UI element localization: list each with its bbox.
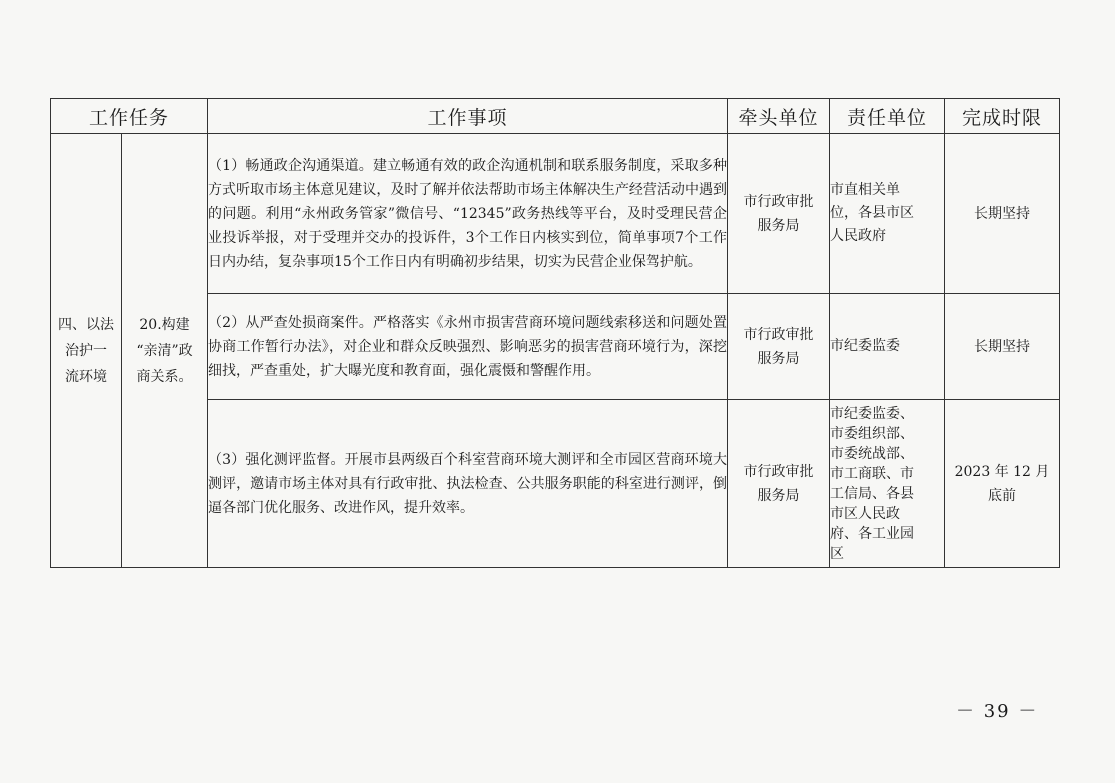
deadline-line: 2023 年 12 月 bbox=[954, 463, 1050, 480]
lead-unit-line: 市行政审批 bbox=[743, 193, 814, 210]
responsible-unit-line: 位，各县市区 bbox=[830, 205, 915, 221]
responsible-unit-cell bbox=[830, 294, 945, 400]
responsible-unit-line: 市工商联、市 bbox=[830, 465, 915, 482]
work-item-cell: （3）强化测评监督。开展市县两级百个科室营商环境大测评和全市园区营商环境大测评，邀请市场主体对具有行政审批、执法检查、公共服务职能的科室进行测评，倒逼各部门优化服务、改进作风，提升效率。 bbox=[208, 400, 728, 568]
responsible-unit-line: 人民政府 bbox=[830, 228, 887, 244]
responsible-unit-line: 市区人民政 bbox=[830, 505, 901, 522]
deadline-line: 底前 bbox=[988, 487, 1017, 504]
lead-unit-line: 服务局 bbox=[757, 350, 800, 367]
responsible-unit-line: 市委统战部、 bbox=[830, 445, 915, 462]
table-row bbox=[51, 134, 1060, 294]
lead-unit-cell bbox=[728, 400, 830, 568]
lead-unit-line: 市行政审批 bbox=[743, 463, 814, 480]
responsible-unit-line: 府、各工业园 bbox=[830, 525, 915, 542]
deadline-line: 长期坚持 bbox=[974, 205, 1031, 222]
work-task-table bbox=[50, 98, 1060, 568]
deadline-cell bbox=[945, 400, 1060, 568]
header-task: 工作任务 bbox=[51, 99, 208, 134]
task-sub-line: “亲清”政 bbox=[136, 342, 193, 359]
lead-unit-line: 服务局 bbox=[757, 487, 800, 504]
lead-unit-cell bbox=[728, 294, 830, 400]
header-item: 工作事项 bbox=[208, 99, 728, 134]
responsible-unit-line: 市纪委监委、 bbox=[830, 405, 915, 422]
task-main-line: 治护一 bbox=[65, 342, 107, 359]
work-item-cell: （1）畅通政企沟通渠道。建立畅通有效的政企沟通机制和联系服务制度，采取多种方式听取市场主体意见建议，及时了解并依法帮助市场主体解决生产经营活动中遇到的问题。利用“永州政务管家”微信号、“12345”政务热线等平台，及时受理民营企业投诉举报，对于受理并交办的投诉件，3个工作日内核实到位，简单事项7个工作日内办结，复杂事项15个工作日内有明确初步结果，切实为民营企业保驾护航。 bbox=[208, 134, 728, 294]
lead-unit-line: 服务局 bbox=[757, 217, 800, 234]
task-main-line: 流环境 bbox=[65, 368, 107, 385]
responsible-unit-line: 区 bbox=[830, 545, 845, 562]
task-main-line: 四、以法 bbox=[58, 316, 114, 333]
task-sub-line: 商关系。 bbox=[136, 368, 193, 385]
task-sub-cell bbox=[122, 134, 208, 568]
responsible-unit-line: 市委组织部、 bbox=[830, 425, 915, 442]
responsible-unit-line: 市直相关单 bbox=[830, 182, 901, 198]
responsible-unit-cell bbox=[830, 400, 945, 568]
responsible-unit-cell bbox=[830, 134, 945, 294]
deadline-cell bbox=[945, 134, 1060, 294]
responsible-unit-line: 市纪委监委 bbox=[830, 338, 901, 354]
deadline-line: 长期坚持 bbox=[974, 338, 1031, 355]
header-lead-unit: 牵头单位 bbox=[728, 99, 830, 134]
deadline-cell bbox=[945, 294, 1060, 400]
lead-unit-line: 市行政审批 bbox=[743, 326, 814, 343]
header-responsible-unit: 责任单位 bbox=[830, 99, 945, 134]
lead-unit-cell bbox=[728, 134, 830, 294]
page-number: － 39 － bbox=[956, 701, 1039, 722]
responsible-unit-line: 工信局、各县 bbox=[830, 485, 915, 502]
task-sub-line: 20.构建 bbox=[139, 316, 190, 333]
task-main-cell bbox=[51, 134, 122, 568]
header-deadline: 完成时限 bbox=[945, 99, 1060, 134]
work-item-cell: （2）从严查处损商案件。严格落实《永州市损害营商环境问题线索移送和问题处置协商工作暂行办法》，对企业和群众反映强烈、影响恶劣的损害营商环境行为，深挖细找，严查重处，扩大曝光度和教育面，强化震慑和警醒作用。 bbox=[208, 294, 728, 400]
table-header-row bbox=[51, 99, 1060, 134]
